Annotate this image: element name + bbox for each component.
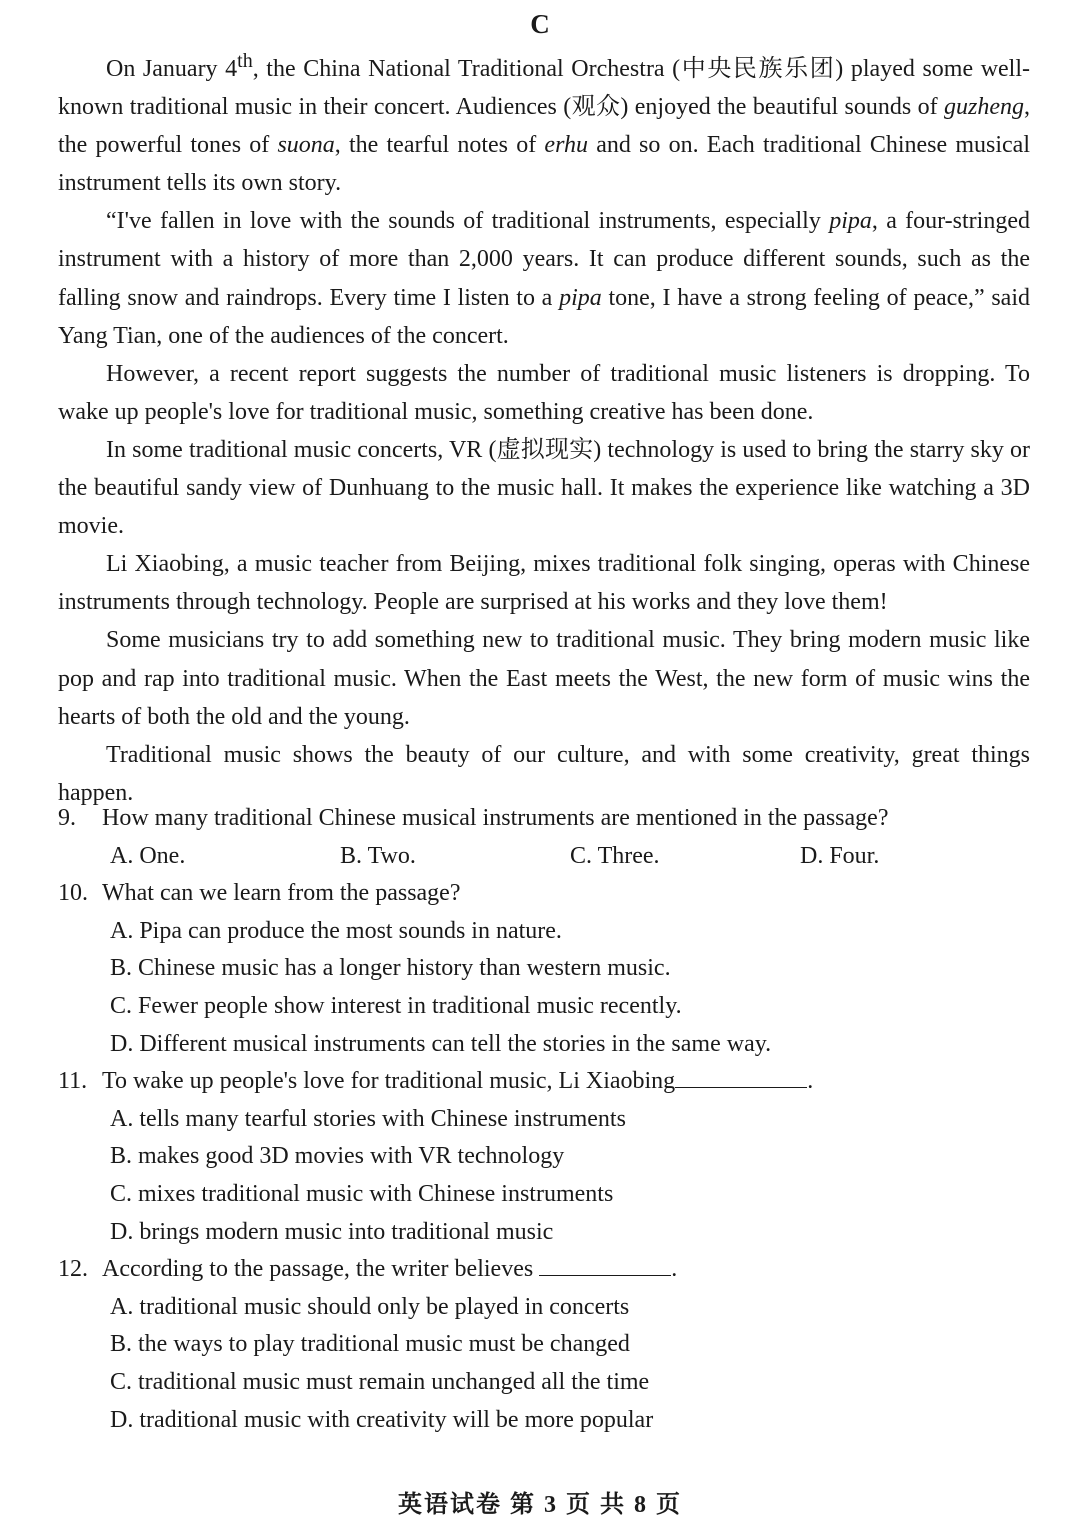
p1-text-c: , the powerful tones of xyxy=(58,94,1030,159)
page-footer: 英语试卷 第 3 页 共 8 页 xyxy=(398,1492,682,1518)
question-number: 12. xyxy=(58,1256,88,1283)
question-9 xyxy=(58,800,1030,838)
question-number: 11. xyxy=(58,1068,88,1095)
question-stem: What can we learn from the passage? xyxy=(102,880,461,907)
option-c[interactable]: C. mixes traditional music with Chinese instruments xyxy=(110,1180,614,1207)
option-d[interactable]: D. traditional music with creativity will be more popular xyxy=(110,1406,654,1433)
p2-text-a: “I've fallen in love with the sounds of traditional instruments, especially xyxy=(106,208,830,235)
option-c[interactable]: C. Fewer people show interest in traditional music recently. xyxy=(110,992,682,1019)
option-d[interactable]: D. Different musical instruments can tell the stories in the same way. xyxy=(110,1030,772,1057)
answer-blank[interactable] xyxy=(539,1251,671,1276)
option-b[interactable]: B. makes good 3D movies with VR technology xyxy=(110,1143,565,1170)
question-stem: To wake up people's love for traditional music, Li Xiaobing xyxy=(102,1068,676,1095)
question-10 xyxy=(58,875,1030,913)
paragraph-1 xyxy=(58,42,1030,202)
option-c[interactable]: C. Three. xyxy=(570,842,660,869)
option-c[interactable]: C. traditional music must remain unchanged all the time xyxy=(110,1368,650,1395)
question-9-options xyxy=(58,838,1030,876)
reading-passage xyxy=(58,42,1030,812)
paragraph-7: Traditional music shows the beauty of our culture, and with some creativity, great things happen. xyxy=(58,741,1030,806)
p1-italic-guzheng: guzheng xyxy=(944,94,1024,121)
p1-text-a: On January 4 xyxy=(106,56,238,82)
question-12 xyxy=(58,1251,1030,1289)
question-end: . xyxy=(807,1068,814,1095)
option-b[interactable]: B. Two. xyxy=(340,842,416,869)
paragraph-6: Some musicians try to add something new to traditional music. They bring modern music like pop and rap into traditional music. When the East meets the West, the new form of music wins the hearts of both the old and the young. xyxy=(58,627,1030,730)
option-d[interactable]: D. brings modern music into traditional music xyxy=(110,1218,554,1245)
option-a[interactable]: A. One. xyxy=(110,842,186,869)
question-end: . xyxy=(671,1256,678,1283)
p1-text-e: and so on. Each traditional Chinese musical instrument tells its own story. xyxy=(58,132,1030,197)
p2-text-b: , a four-stringed instrument with a history of more than 2,000 years. It can produce different sounds, such as the falling snow and raindrops. Every time I listen to a xyxy=(58,208,1030,311)
question-list xyxy=(58,800,1030,1439)
p1-superscript: th xyxy=(237,50,253,72)
paragraph-2 xyxy=(58,202,1030,354)
paragraph-4: In some traditional music concerts, VR (虚拟现实) technology is used to bring the starry sky or the beautiful sandy view of Dunhuang to the music hall. It makes the experience like watching a 3D movie. xyxy=(58,436,1030,540)
question-11 xyxy=(58,1063,1030,1101)
question-stem: How many traditional Chinese musical instruments are mentioned in the passage? xyxy=(102,805,889,831)
p2-italic-pipa-2: pipa xyxy=(559,284,602,311)
p1-text-d: , the tearful notes of xyxy=(334,132,545,159)
option-a[interactable]: A. traditional music should only be played in concerts xyxy=(110,1293,630,1320)
option-a[interactable]: A. tells many tearful stories with Chinese instruments xyxy=(110,1105,626,1132)
p2-italic-pipa-1: pipa xyxy=(829,208,872,235)
paragraph-5: Li Xiaobing, a music teacher from Beijing, mixes traditional folk singing, operas with Chinese instruments through technology. People are surprised at his works and they love them! xyxy=(58,551,1030,616)
p1-text-b: , the China National Traditional Orchestra (中央民族乐团) played some well-known traditional music in their concert. Audiences (观众) enjoyed the beautiful sounds of xyxy=(58,56,1031,121)
question-stem: According to the passage, the writer believes xyxy=(102,1256,534,1283)
option-b[interactable]: B. Chinese music has a longer history than western music. xyxy=(110,955,671,982)
question-number: 9. xyxy=(58,805,76,831)
paragraph-3: However, a recent report suggests the number of traditional music listeners is dropping. To wake up people's love for traditional music, something creative has been done. xyxy=(58,360,1030,425)
p1-italic-suona: suona xyxy=(277,132,335,159)
option-b[interactable]: B. the ways to play traditional music must be changed xyxy=(110,1331,630,1358)
p2-text-c: tone, I have a strong feeling of peace,” said Yang Tian, one of the audiences of the concert. xyxy=(58,284,1030,349)
option-a[interactable]: A. Pipa can produce the most sounds in nature. xyxy=(110,917,562,944)
section-title: C xyxy=(530,9,550,39)
answer-blank[interactable] xyxy=(675,1063,807,1088)
option-d[interactable]: D. Four. xyxy=(800,842,880,869)
question-number: 10. xyxy=(58,880,88,907)
p1-italic-erhu: erhu xyxy=(544,132,588,159)
